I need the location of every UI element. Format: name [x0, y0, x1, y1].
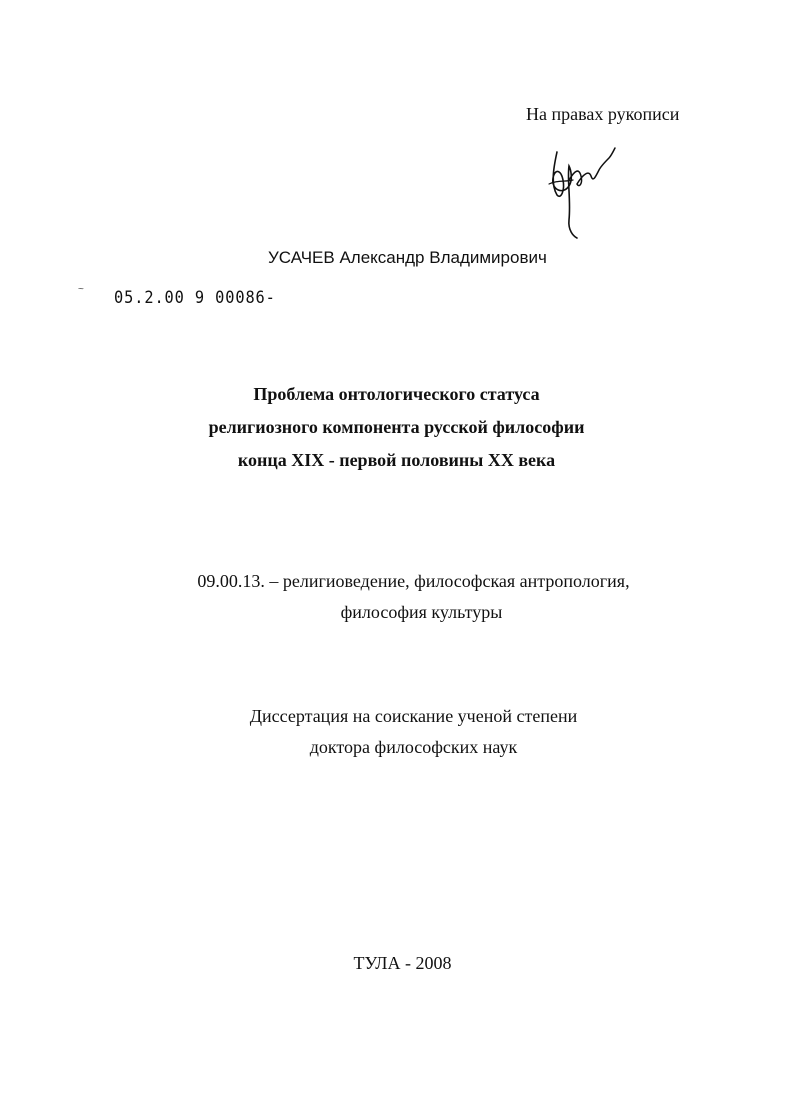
specialty-line: 09.00.13. – религиоведение, философская антропология, — [197, 571, 630, 591]
degree-statement — [0, 701, 793, 763]
degree-line: Диссертация на соискание ученой степени — [249, 706, 578, 726]
specialty-line: философия культуры — [340, 602, 503, 622]
title-line: религиозного компонента русской философии — [208, 417, 585, 437]
title-line: Проблема онтологического статуса — [253, 384, 540, 404]
title-line: конца XIX - первой половины XX века — [237, 450, 556, 470]
signature-icon — [543, 140, 623, 240]
manuscript-rights-label: На правах рукописи — [526, 104, 680, 124]
degree-line: доктора философских наук — [309, 737, 518, 757]
library-stamp-code: 05.2.00 9 00086- — [114, 288, 276, 308]
author-name: УСАЧЕВ Александр Владимирович — [268, 248, 547, 267]
stamp-mark: ~ — [78, 284, 84, 295]
dissertation-title — [0, 378, 793, 477]
city-year: ТУЛА - 2008 — [353, 953, 452, 973]
specialty-code — [0, 566, 793, 628]
